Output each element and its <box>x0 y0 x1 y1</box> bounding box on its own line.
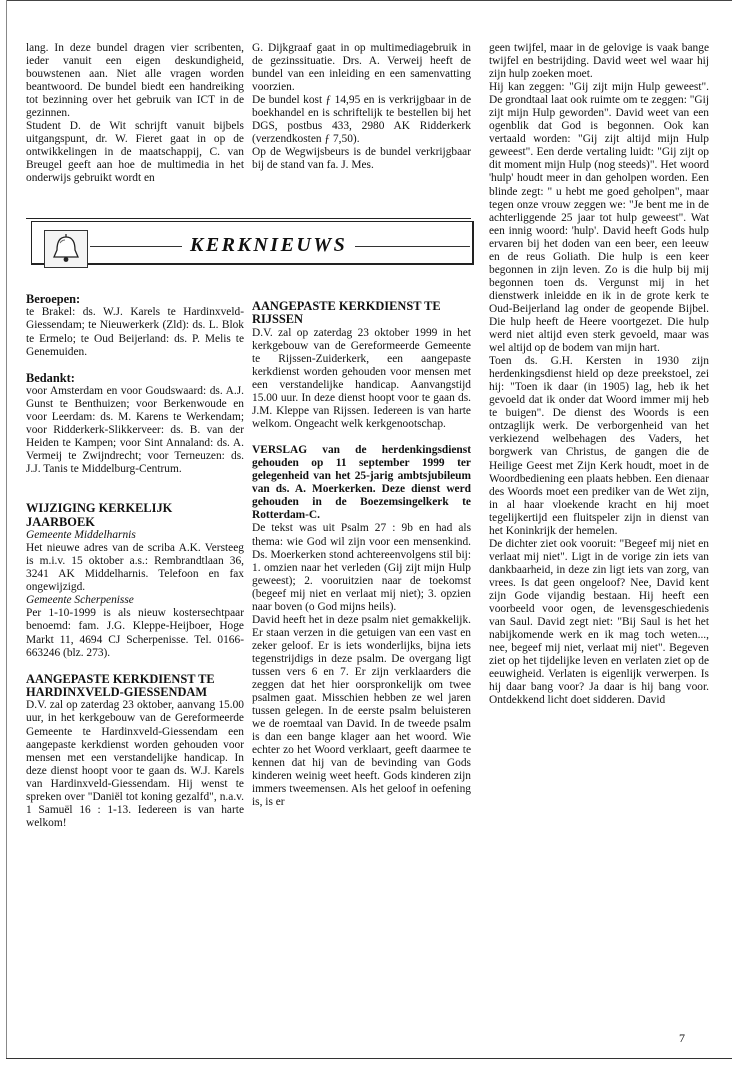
top-col1-paragraph: lang. In deze bundel dragen vier scribenten, ieder vanuit een eigen deskundigheid, bouwstenen aan. Niet alle vragen worden beantwoord. De bundel biedt een handreiking tot bezinning over het gebruik van ICT in de gezinnen. <box>26 42 244 120</box>
banner-top-rule <box>26 218 471 219</box>
article-paragraph: geen twijfel, maar in de gelovige is vaak bange twijfel en bestrijding. David weet wel waar hij zijn hulp zoeken moet. <box>489 42 709 81</box>
bell-icon <box>44 230 88 268</box>
verslag-heading: VERSLAG van de herdenkingsdienst gehouden op 11 september 1999 ter gelegenheid van het 25-jarig ambtsjubileum van ds. A. Moerkerken. Deze dienst werd gehouden in de Boezemsingelkerk te Rotterdam-C. <box>252 444 471 522</box>
banner-frame <box>31 221 474 265</box>
kerknieuws-banner <box>26 218 471 265</box>
wijziging-subheading: Gemeente Middelharnis <box>26 529 136 542</box>
article-paragraph: Hij kan zeggen: "Gij zijt mijn Hulp geweest". De grondtaal laat ook ruimte om te zeggen: "Gij zijt mijn Hulp geworden". David weet van een ogenblik dat God is begonnen. Ook kan vertaald worden: "Gij zijt altijd mijn Hulp geweest". Een derde vertaling luidt: "Gij zijt op dit moment mijn Hulp (nog steeds)". Het woord 'hulp' houdt meer in dan geholpen worden. Een blinde zegt: " u hebt me goed geholpen", maar tegen onze vrouw zeggen we: "Je bent me in de achterliggende 25 jaar tot hulp geweest". Wat een innig woord: 'hulp'. David heeft Gods hulp ervaren bij het doden van een beer, een leeuw en de reus Goliath. Die hulp is een keer begonnen in zijn leven. Zo is die hulp bij mij begonnen toen ds. Vergunst mij in het dienstwerk inleidde en ik in de grote kerk te Oud-Beijerland lag onder de geopende Bijbel. Die hulp heeft de Heere voortgezet. Die hulp werd niet altijd even sterk gevoeld, maar was wel altijd op de bodem van mijn hart. <box>489 81 709 355</box>
top-col2-paragraph: Op de Wegwijsbeurs is de bundel verkrijgbaar bij de stand van fa. J. Mes. <box>252 146 471 172</box>
wijziging-text: Het nieuwe adres van de scriba A.K. Versteeg is m.i.v. 15 oktober a.s.: Rembrandtlaan 36, 3241 AK Middelharnis. Telefoon en fax ongewijzigd. <box>26 542 244 594</box>
left-frame-line <box>6 0 7 1059</box>
rijssen-heading: AANGEPASTE KERKDIENST TE RIJSSEN <box>252 299 441 327</box>
hardinxveld-text: D.V. zal op zaterdag 23 oktober, aanvang 15.00 uur, in het kerkgebouw van de Gereformeerde Gemeente te Hardinxveld-Giessendam een aangepaste kerkdienst worden gehouden voor mensen met een verstandelijke handicap. In deze dienst hoopt voor te gaan ds. W.J. Karels van Hardinxveld-Giessendam. Hij wenst te spreken over "Daniël tot koning gezalfd", n.a.v. 1 Samuël 16 : 1-13. Iedereen is van harte welkom! <box>26 699 244 829</box>
top-column-middle <box>252 42 471 172</box>
news-column-left <box>26 293 244 830</box>
news-column-middle <box>252 300 471 810</box>
top-col2-paragraph: G. Dijkgraaf gaat in op multimediagebruik in de gezinssituatie. Drs. A. Verweij heeft de bundel van een inleiding en een samenvatting voorzien. <box>252 42 471 94</box>
bedankt-text: voor Amsterdam en voor Goudswaard: ds. A.J. Gunst te Benthuizen; voor Berkenwoude en voor Leerdam: ds. M. Karens te Werkendam; voor Ridderkerk-Slikkerveer: ds. B. van der Heiden te Kampen; voor Sint Annaland: ds. A. Vermeij te Zwijndrecht; voor Terneuzen: ds. J.J. Tanis te Middelburg-Centrum. <box>26 385 244 476</box>
page-number: 7 <box>679 1031 685 1045</box>
beroepen-text: te Brakel: ds. W.J. Karels te Hardinxveld-Giessendam; te Nieuwerkerk (Zld): ds. L. Blok te Ermelo; te Oud Beijerland: ds. P. Melis te Genemuiden. <box>26 306 244 358</box>
verslag-paragraph: David heeft het in deze psalm niet gemakkelijk. Er staan verzen in die getuigen van een vast en zeker geloof. Er is iets wonderlijks, bijna iets tegenstrijdigs in deze psalm. De overgang ligt tussen vers 6 en 7. Er zijn verklaarders die zeggen dat het hier oorspronkelijk om twee psalmen gaat. Misschien hebben ze wel jaren tussen gelegen. In de eerste psalm beluisteren we de roemtaal van David. In de tweede psalm is dan een bange klager aan het woord. Wie echter zo het Woord verklaart, geeft daarmee te kennen dat hij van de bevinding van Gods kinderen weinig weet heeft. Gods kinderen zijn immers tweemensen. Als het geloof in oefening is, is er <box>252 613 471 809</box>
beroepen-heading: Beroepen: <box>26 292 81 306</box>
hardinxveld-heading: AANGEPASTE KERKDIENST TE HARDINXVELD-GIESSENDAM <box>26 671 215 700</box>
wijziging-text: Per 1-10-1999 is als nieuw kostersechtpaar benoemd: fam. J.G. Kleppe-Heijboer, Hoge Markt 11, 4694 CJ Scherpenisse. Tel. 0166-663246 (blz. 273). <box>26 607 244 659</box>
article-column-right <box>489 42 709 707</box>
top-col1-paragraph: Student D. de Wit schrijft vanuit bijbels uitgangspunt, dr. W. Fieret gaat in op de ontwikkelingen in de maatschappij, C. van Breugel geeft aan hoe de multimedia in het onderwijs gebruikt wordt en <box>26 120 244 185</box>
rijssen-text: D.V. zal op zaterdag 23 oktober 1999 in het kerkgebouw van de Gereformeerde Gemeente te Rijssen-Zuiderkerk, een aangepaste kerkdienst worden gehouden voor mensen met een verstandelijke handicap. Aanvangstijd 15.00 uur. In deze dienst hoopt voor te gaan ds. J.M. Kleppe van Rijssen. Iedereen is van harte welkom. Ongeacht welk kerkgenootschap. <box>252 326 471 431</box>
wijziging-subheading: Gemeente Scherpenisse <box>26 594 134 607</box>
top-column-left <box>26 42 244 186</box>
wijziging-heading: WIJZIGING KERKELIJK JAARBOEK <box>26 501 173 529</box>
banner-title: KERKNIEUWS <box>182 234 355 256</box>
top-col2-paragraph: De bundel kost ƒ 14,95 en is verkrijgbaar in de boekhandel en is schriftelijk te bestellen bij het DGS, postbus 433, 2980 AK Ridderkerk (verzendkosten ƒ 7,50). <box>252 94 471 146</box>
bedankt-heading: Bedankt: <box>26 370 75 385</box>
article-paragraph: Toen ds. G.H. Kersten in 1930 zijn herdenkingsdienst hield op deze preekstoel, zei hij: "Toen ik daar (in 1905) lag, heb ik het gevoeld dat ik onder dat Woord immer mij heb te buigen". De dienst des Woords is een ontzaglijk werk. De verborgenheid van het verkiezend welbehagen des Vaders, het borgwerk van Christus, de gangen die de Heilige Geest met Zijn Kerk houdt, moet in de Woordbediening een plaats hebben. Een dienaar des Woords moet een prediker van de Wet zijn, in al haar vloekende kracht en hij moet tegelijkertijd een fluitspeler zijn in dienst van het Koninkrijk der hemelen. <box>489 355 709 537</box>
top-frame-line <box>6 0 732 1</box>
bottom-frame-line <box>6 1058 732 1059</box>
article-paragraph: De dichter ziet ook vooruit: "Begeef mij niet en verlaat mij niet". Ligt in de vorige zin iets van dankbaarheid, in deze zin ligt iets van zorg, van vrees. Is dat geen ongeloof? Nee, David kent zijn Gode vijandig bestaan. Hij heeft een voorbeeld voor ogen, de levensgeschiedenis van Saul. David zegt niet: "Bij Saul is het het nabijkomende werk en ik mag toch weten..., nee, begeef mij niet, verlaat mij niet". Begeven ziet op het tijdelijke leven en verlaten ziet op de eeuwigheid. Verlaten is eigenlijk verwerpen. Is hij daar bang voor? Ja daar is hij bang voor. Ontdekkend licht doet sidderen. David <box>489 537 709 707</box>
verslag-paragraph: De tekst was uit Psalm 27 : 9b en had als thema: wie God wil zijn voor een mensenkind. Ds. Moerkerken stond achtereenvolgens stil bij: 1. omzien naar het verleden (Gij zijt mijn Hulp geweest); 2. vooruitzien naar de toekomst (begeef mij niet en verlaat mij niet); 3. opzien naar boven (o God mijns heils). <box>252 522 471 613</box>
